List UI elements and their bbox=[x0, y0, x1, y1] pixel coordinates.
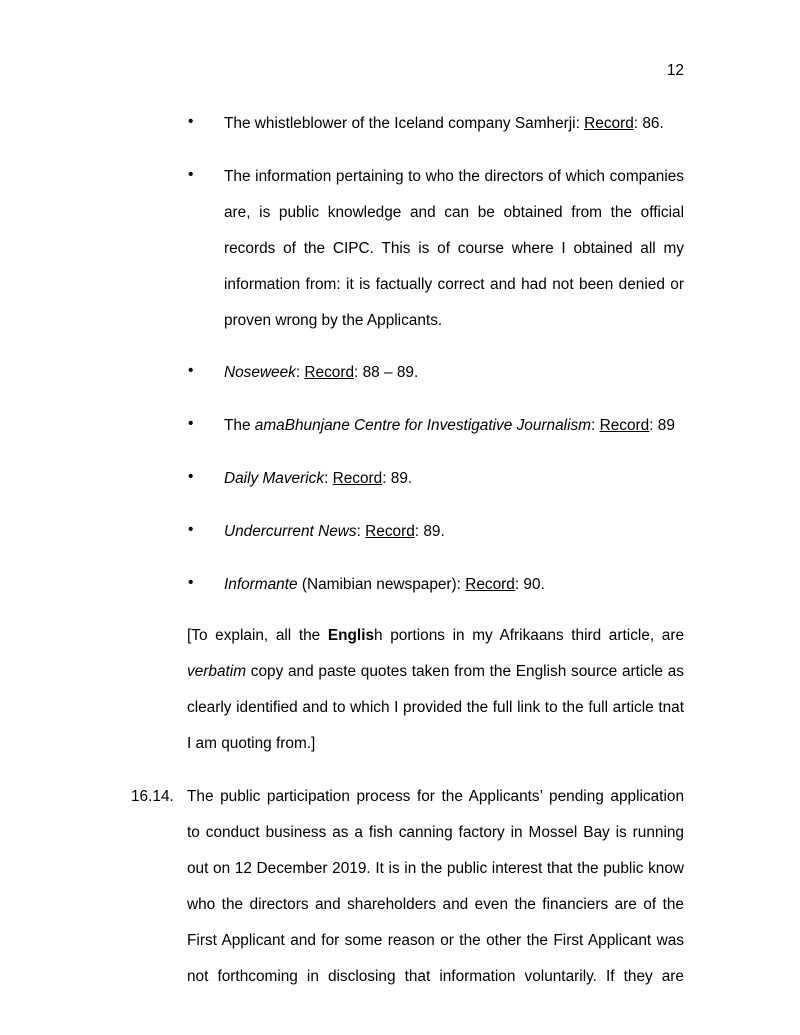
list-item-text bbox=[224, 567, 684, 603]
bullet-icon: • bbox=[188, 113, 194, 130]
item-text: (Namibian newspaper): bbox=[297, 576, 466, 593]
text-segment: copy and paste quotes taken from the English source article as bbox=[246, 663, 684, 680]
record-reference: Record bbox=[599, 417, 650, 434]
item-tail: : 90. bbox=[514, 576, 545, 593]
item-tail: : 89 bbox=[649, 417, 675, 434]
item-text: The bbox=[224, 417, 255, 434]
bullet-icon: • bbox=[188, 362, 194, 379]
item-tail: : 88 – 89. bbox=[354, 364, 419, 381]
text-line: not forthcoming in disclosing that information voluntarily. If they are bbox=[187, 968, 684, 985]
record-reference: Record bbox=[365, 523, 415, 540]
bold-text: Englis bbox=[327, 627, 375, 644]
text-line: are, is public knowledge and can be obtained from the official bbox=[224, 204, 684, 221]
text-line: First Applicant and for some reason or the other the First Applicant was bbox=[187, 932, 684, 949]
section-number: 16.14. bbox=[131, 788, 174, 805]
publication-name: Noseweek bbox=[224, 364, 296, 381]
item-text: The whistleblower of the Iceland company Samherji: bbox=[224, 115, 585, 132]
italic-text: verbatim bbox=[187, 663, 247, 680]
text-line: out on 12 December 2019. It is in the public interest that the public know bbox=[187, 860, 684, 877]
text-segment: [To explain, all the bbox=[187, 627, 328, 644]
publication-name: Undercurrent News bbox=[224, 523, 357, 540]
item-tail: : 89. bbox=[382, 470, 413, 487]
bullet-icon: • bbox=[188, 521, 194, 538]
text-line: The public participation process for the Applicants’ pending application bbox=[187, 788, 684, 805]
text-line: information from: it is factually correct and had not been denied or bbox=[224, 276, 684, 293]
record-reference: Record bbox=[332, 470, 383, 487]
list-item-text bbox=[224, 355, 684, 391]
publication-name: Daily Maverick bbox=[224, 470, 325, 487]
text-line: The information pertaining to who the directors of which companies bbox=[224, 168, 684, 185]
page-number: 12 bbox=[666, 62, 684, 79]
text-line: records of the CIPC. This is of course where I obtained all my bbox=[224, 240, 684, 257]
section-paragraph bbox=[187, 779, 684, 995]
bullet-icon: • bbox=[188, 166, 194, 183]
item-text: : bbox=[295, 364, 305, 381]
text-segment: h portions in my Afrikaans third article, are bbox=[374, 627, 685, 644]
text-line bbox=[187, 618, 684, 654]
text-line: clearly identified and to which I provided the full link to the full article tnat bbox=[187, 699, 684, 716]
publication-name: amaBhunjane Centre for Investigative Journalism bbox=[254, 417, 592, 434]
record-reference: Record bbox=[584, 115, 634, 132]
publication-name: Informante bbox=[224, 576, 298, 593]
list-item-text bbox=[224, 106, 684, 142]
item-text: : bbox=[591, 417, 600, 434]
list-item-text bbox=[224, 408, 684, 444]
item-tail: : 86. bbox=[633, 115, 664, 132]
list-item-text bbox=[224, 461, 684, 497]
item-text: : bbox=[356, 523, 366, 540]
bullet-icon: • bbox=[188, 574, 194, 591]
text-line bbox=[187, 654, 684, 690]
item-tail: : 89. bbox=[414, 523, 445, 540]
record-reference: Record bbox=[465, 576, 515, 593]
list-item-text bbox=[224, 159, 684, 339]
text-line: who the directors and shareholders and even the financiers are of the bbox=[187, 896, 684, 913]
text-line: I am quoting from.] bbox=[187, 735, 316, 752]
bullet-icon: • bbox=[188, 468, 194, 485]
text-line: to conduct business as a fish canning factory in Mossel Bay is running bbox=[187, 824, 684, 841]
explanation-paragraph bbox=[187, 618, 684, 762]
list-item-text bbox=[224, 514, 684, 550]
item-text: : bbox=[324, 470, 333, 487]
text-line: proven wrong by the Applicants. bbox=[224, 312, 443, 329]
record-reference: Record bbox=[304, 364, 355, 381]
bullet-icon: • bbox=[188, 415, 194, 432]
